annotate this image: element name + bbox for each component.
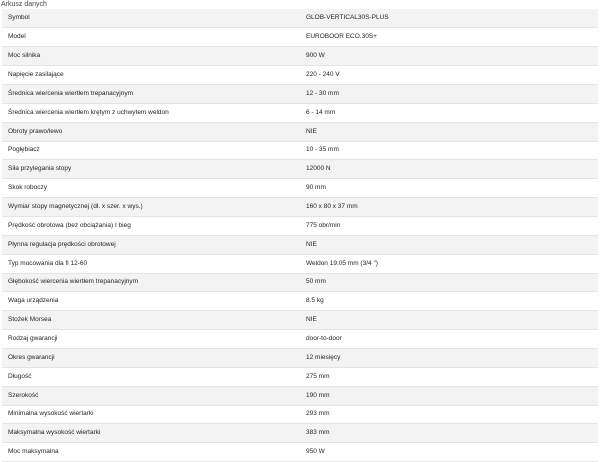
spec-value: 90 mm [300, 179, 598, 198]
table-row [2, 47, 598, 66]
table-row [2, 254, 598, 273]
table-row [2, 405, 598, 424]
sheet-title: Arkusz danych [1, 1, 47, 8]
table-row [2, 443, 598, 462]
table-row [2, 330, 598, 349]
spec-label: Obroty prawo/lewo [2, 122, 300, 141]
spec-label: Typ mocowania dla fi 12-60 [2, 254, 300, 273]
spec-label: Średnica wiercenia wiertłem trepanacyjnym [2, 84, 300, 103]
table-row [2, 84, 598, 103]
table-row [2, 122, 598, 141]
table-row [2, 273, 598, 292]
spec-label: Wymiar stopy magnetycznej (dł. x szer. x wys.) [2, 198, 300, 217]
spec-label: Szerokość [2, 386, 300, 405]
spec-label: Siła przylegania stopy [2, 160, 300, 179]
spec-label: Waga urządzenia [2, 292, 300, 311]
spec-label: Długość [2, 367, 300, 386]
spec-value: 50 mm [300, 273, 598, 292]
spec-value: 383 mm [300, 424, 598, 443]
spec-value: 220 - 240 V [300, 66, 598, 85]
spec-label: Płynna regulacja prędkości obrotowej [2, 235, 300, 254]
spec-label: Moc silnika [2, 47, 300, 66]
spec-value: NIE [300, 122, 598, 141]
spec-label: Maksymalna wysokość wiertarki [2, 424, 300, 443]
spec-label: Średnica wiercenia wiertłem krętym z uchwytem weldon [2, 103, 300, 122]
table-row [2, 292, 598, 311]
spec-label: Skok roboczy [2, 179, 300, 198]
spec-value: 293 mm [300, 405, 598, 424]
table-row [2, 9, 598, 28]
spec-label: Stożek Morsea [2, 311, 300, 330]
spec-label: Napięcie zasilające [2, 66, 300, 85]
spec-value: 12000 N [300, 160, 598, 179]
table-row [2, 103, 598, 122]
table-row [2, 141, 598, 160]
table-row [2, 348, 598, 367]
spec-label: Rodzaj gwarancji [2, 330, 300, 349]
spec-label: Model [2, 28, 300, 47]
spec-value: NIE [300, 235, 598, 254]
table-row [2, 424, 598, 443]
table-row [2, 216, 598, 235]
spec-label: Minimalna wysokość wiertarki [2, 405, 300, 424]
spec-label: Okres gwarancji [2, 348, 300, 367]
spec-value: 8.5 kg [300, 292, 598, 311]
spec-table [2, 9, 598, 462]
spec-value: Weldon 19.05 mm (3/4 ") [300, 254, 598, 273]
spec-value: 900 W [300, 47, 598, 66]
spec-value: 190 mm [300, 386, 598, 405]
table-row [2, 66, 598, 85]
spec-label: Pogłębiacz [2, 141, 300, 160]
spec-value: NIE [300, 311, 598, 330]
spec-value: 775 obr/min [300, 216, 598, 235]
table-row [2, 198, 598, 217]
spec-label: Moc maksymalna [2, 443, 300, 462]
spec-value: 950 W [300, 443, 598, 462]
spec-value: 160 x 80 x 37 mm [300, 198, 598, 217]
table-row [2, 160, 598, 179]
spec-value: EUROBOOR ECO.30S+ [300, 28, 598, 47]
table-row [2, 386, 598, 405]
table-row [2, 28, 598, 47]
spec-label: Prędkość obrotowa (bez obciążania) I bieg [2, 216, 300, 235]
table-row [2, 367, 598, 386]
spec-value: 12 miesięcy [300, 348, 598, 367]
spec-label: Głębokość wiercenia wiertłem trepanacyjnym [2, 273, 300, 292]
spec-value: 12 - 30 mm [300, 84, 598, 103]
spec-value: 6 - 14 mm [300, 103, 598, 122]
spec-value: 10 - 35 mm [300, 141, 598, 160]
table-row [2, 311, 598, 330]
spec-table-body [2, 9, 598, 462]
table-row [2, 235, 598, 254]
spec-value: 275 mm [300, 367, 598, 386]
table-row [2, 179, 598, 198]
spec-value: door-to-door [300, 330, 598, 349]
spec-value: GLOB-VERTICAL30S-PLUS [300, 9, 598, 28]
spec-label: Symbol [2, 9, 300, 28]
